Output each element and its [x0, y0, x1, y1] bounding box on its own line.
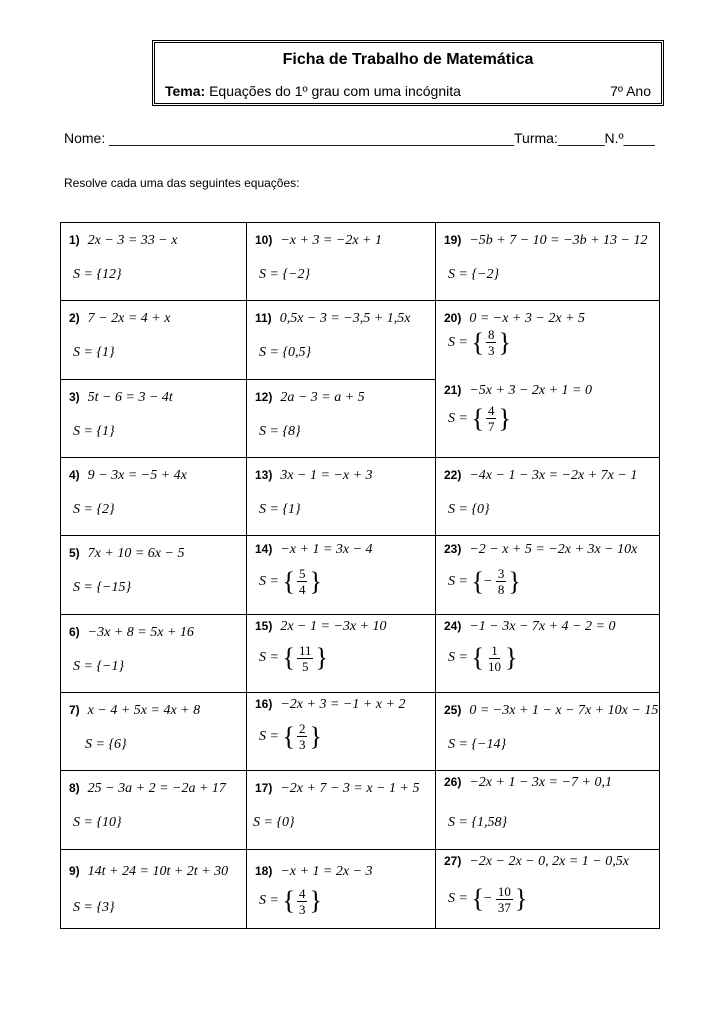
numerator: 10 [497, 883, 511, 899]
exercise-number: 3) [69, 389, 80, 404]
exercise-16 [247, 693, 436, 771]
solution: S = {3} [73, 899, 115, 915]
equation: 0 = −x + 3 − 2x + 5 [469, 311, 586, 327]
exercise-27 [436, 850, 659, 928]
solution [259, 721, 322, 752]
exercise-7 [61, 693, 247, 771]
exercise-number: 6) [69, 624, 80, 639]
minus-sign: − [483, 573, 492, 589]
exercise-number: 18) [255, 863, 273, 878]
header-topic-row [165, 83, 651, 99]
exercise-number: 2) [69, 311, 80, 326]
solution: S = {8} [259, 423, 301, 439]
equation: −3x + 8 = 5x + 16 [87, 624, 194, 640]
exercise-number: 17) [255, 781, 273, 796]
right-brace: } [315, 643, 328, 673]
left-brace: { [282, 721, 295, 751]
exercise-number: 12) [255, 389, 273, 404]
denominator: 8 [497, 582, 505, 598]
exercise-25 [436, 693, 659, 771]
exercise-number: 24) [444, 618, 462, 633]
exercise-number: 9) [69, 863, 80, 878]
exercise-number: 4) [69, 468, 80, 482]
exercise-8 [61, 771, 247, 849]
exercise-5 [61, 536, 247, 614]
exercise-number: 26) [444, 775, 462, 790]
exercise-number: 10) [255, 233, 273, 247]
exercise-2 [61, 301, 247, 379]
page-title: Ficha de Trabalho de Matemática [282, 51, 534, 68]
denominator: 10 [487, 658, 501, 674]
solution-prefix: S = [259, 728, 279, 744]
equation: −x + 3 = −2x + 1 [280, 233, 383, 248]
left-brace: { [282, 886, 295, 916]
solution: S = {1} [73, 423, 115, 439]
solution-prefix: S = [259, 893, 279, 909]
solution: S = {−15} [73, 580, 132, 596]
exercise-3 [61, 380, 247, 458]
exercise-number: 22) [444, 468, 462, 482]
fraction [496, 884, 513, 915]
left-brace: { [471, 643, 484, 673]
solution-prefix: S = [448, 573, 468, 589]
fraction [297, 721, 308, 752]
exercise-1 [61, 223, 247, 301]
solution: S = {−2} [448, 267, 500, 282]
exercise-number: 19) [444, 233, 462, 247]
equation: −5x + 3 − 2x + 1 = 0 [469, 383, 593, 399]
right-brace: } [504, 643, 518, 673]
solution: S = {1,58} [448, 815, 508, 831]
topic-label: Tema: [165, 83, 206, 99]
exercise-number: 21) [444, 383, 462, 398]
solution [448, 884, 527, 915]
exercise-number: 27) [444, 853, 462, 868]
solution [259, 886, 322, 917]
fraction [486, 327, 497, 358]
topic-text: Equações do 1º grau com uma incógnita [209, 83, 461, 99]
left-brace: { [471, 884, 484, 914]
solution [259, 643, 328, 674]
solution: S = {−1} [73, 658, 125, 674]
equation: −5b + 7 − 10 = −3b + 13 − 12 [469, 233, 648, 248]
solution: S = {2} [73, 502, 115, 517]
exercise-number: 7) [69, 703, 80, 717]
exercise-10 [247, 223, 436, 301]
left-brace: { [282, 566, 295, 596]
exercise-4 [61, 458, 247, 536]
exercise-19 [436, 223, 659, 301]
exercise-12 [247, 380, 436, 458]
solution: S = {12} [73, 267, 122, 282]
right-brace: } [508, 566, 521, 596]
numerator: 2 [298, 721, 306, 736]
exercise-22 [436, 458, 659, 536]
denominator: 7 [487, 419, 495, 435]
equation: 2a − 3 = a + 5 [280, 389, 365, 405]
instruction-text: Resolve cada uma das seguintes equações: [64, 176, 300, 190]
equation: −1 − 3x − 7x + 4 − 2 = 0 [469, 618, 616, 634]
solution [448, 403, 511, 434]
exercise-20 [436, 301, 659, 379]
fraction [297, 566, 308, 597]
minus-sign: − [483, 891, 492, 907]
equation: 25 − 3a + 2 = −2a + 17 [87, 781, 226, 797]
equation: 5t − 6 = 3 − 4t [87, 389, 173, 405]
denominator: 3 [487, 343, 495, 359]
exercise-24 [436, 615, 659, 693]
exercise-13 [247, 458, 436, 536]
exercise-number: 8) [69, 781, 80, 796]
fraction [297, 886, 308, 917]
solution-prefix: S = [259, 650, 279, 666]
exercise-number: 15) [255, 618, 273, 633]
equation: −2x + 3 = −1 + x + 2 [280, 697, 406, 712]
solution-prefix: S = [448, 410, 468, 426]
right-brace: } [309, 886, 322, 916]
exercise-21 [436, 379, 659, 457]
solution: S = {10} [73, 815, 122, 831]
right-brace: } [309, 721, 322, 751]
equation: 9 − 3x = −5 + 4x [87, 468, 187, 483]
exercise-number: 20) [444, 311, 462, 326]
numerator: 1 [491, 642, 498, 658]
left-brace: { [471, 327, 484, 357]
solution [448, 643, 517, 674]
solution-prefix: S = [448, 650, 468, 666]
solution [259, 566, 322, 597]
solution: S = {1} [73, 345, 115, 361]
solution-prefix: S = [448, 334, 468, 350]
solution: S = {6} [85, 737, 127, 752]
exercise-number: 14) [255, 542, 273, 557]
solution: S = {1} [259, 502, 301, 517]
solution: S = {−2} [259, 267, 311, 282]
solution [448, 327, 511, 358]
denominator: 3 [298, 901, 306, 917]
solution-prefix: S = [259, 573, 279, 589]
equation: −2x + 7 − 3 = x − 1 + 5 [280, 781, 420, 797]
equation: −2x − 2x − 0, 2x = 1 − 0,5x [469, 853, 629, 869]
solution: S = {0} [448, 502, 490, 517]
exercise-15 [247, 615, 436, 693]
solution: S = {0,5} [259, 345, 312, 361]
equation: 2x − 3 = 33 − x [87, 233, 178, 248]
solution-prefix: S = [448, 891, 468, 907]
fraction [297, 643, 314, 674]
equation: 0 = −3x + 1 − x − 7x + 10x − 15 [469, 703, 659, 718]
header-box [152, 40, 664, 106]
denominator: 37 [497, 899, 511, 915]
equation: −4x − 1 − 3x = −2x + 7x − 1 [469, 468, 638, 483]
exercise-14 [247, 536, 436, 614]
left-brace: { [471, 566, 484, 596]
exercise-number: 23) [444, 542, 462, 557]
equation: 3x − 1 = −x + 3 [280, 468, 373, 483]
exercise-17 [247, 771, 436, 849]
exercise-26 [436, 771, 659, 849]
exercise-20-21-stack [436, 301, 659, 458]
exercise-23 [436, 536, 659, 614]
left-brace: { [282, 643, 295, 673]
right-brace: } [498, 403, 511, 433]
exercise-11 [247, 301, 436, 379]
numerator: 4 [298, 885, 306, 901]
solution: S = {0} [253, 815, 295, 831]
exercise-number: 5) [69, 546, 80, 561]
school-year: 7º Ano [610, 83, 651, 99]
fraction [486, 643, 503, 674]
exercise-6 [61, 615, 247, 693]
numerator: 4 [487, 403, 495, 419]
numerator: 5 [298, 566, 306, 582]
numerator: 11 [298, 642, 312, 658]
equation: 2x − 1 = −3x + 10 [280, 618, 387, 634]
student-info-line: Nome: ____________________________________________________Turma:______N.º____ [64, 130, 655, 146]
solution [448, 566, 521, 597]
exercise-number: 13) [255, 468, 273, 482]
fraction [486, 403, 497, 434]
equation: 0,5x − 3 = −3,5 + 1,5x [279, 311, 411, 327]
solution: S = {−14} [448, 737, 507, 752]
right-brace: } [498, 327, 511, 357]
exercise-grid [60, 222, 660, 929]
denominator: 3 [298, 737, 306, 752]
equation: −x + 1 = 2x − 3 [280, 863, 373, 879]
left-brace: { [471, 403, 484, 433]
numerator: 8 [487, 327, 495, 343]
equation: 14t + 24 = 10t + 2t + 30 [87, 863, 229, 879]
exercise-number: 1) [69, 233, 80, 247]
equation: −2x + 1 − 3x = −7 + 0,1 [469, 775, 612, 791]
exercise-number: 25) [444, 703, 462, 717]
exercise-9 [61, 850, 247, 928]
equation: 7 − 2x = 4 + x [87, 311, 171, 327]
denominator: 4 [298, 582, 306, 598]
denominator: 5 [301, 658, 309, 674]
exercise-number: 16) [255, 697, 273, 711]
right-brace: } [309, 566, 322, 596]
numerator: 3 [497, 566, 505, 582]
right-brace: } [514, 884, 528, 914]
exercise-number: 11) [255, 311, 272, 326]
equation: −x + 1 = 3x − 4 [280, 542, 373, 558]
fraction [496, 566, 507, 597]
equation: 7x + 10 = 6x − 5 [87, 546, 185, 562]
equation: −2 − x + 5 = −2x + 3x − 10x [469, 542, 638, 558]
equation: x − 4 + 5x = 4x + 8 [87, 703, 201, 718]
exercise-18 [247, 850, 436, 928]
